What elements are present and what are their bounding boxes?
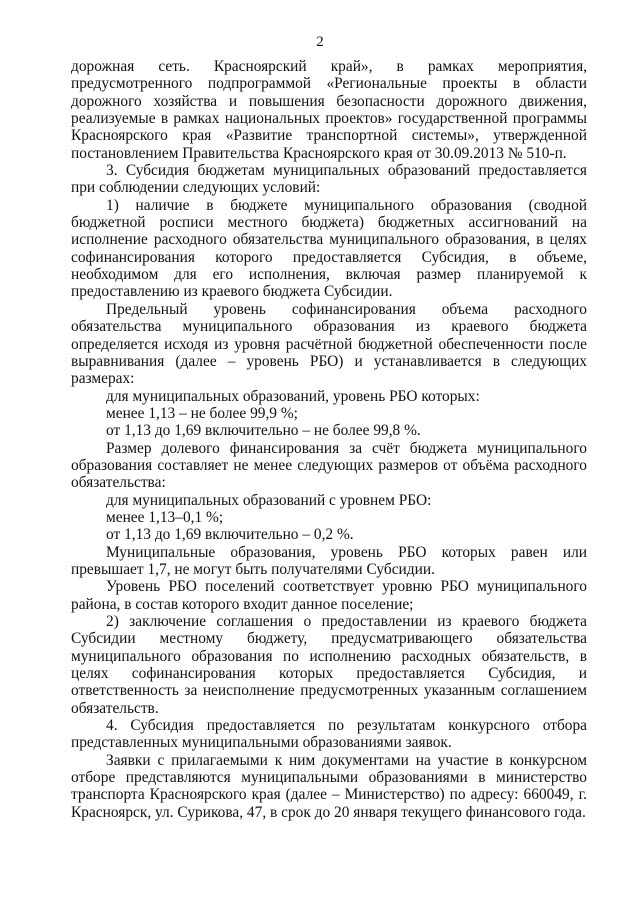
paragraph: 1) наличие в бюджете муниципального образования (сводной бюджетной росписи местного бюджета) бюджетных ассигнований на исполнение расходного обязательства муниципального образования, в целях софинансирования которого предоставляется Субсидия, в объеме, необходимом для его исполнения, включая размер планируемой к предоставлению из краевого бюджета Субсидии. bbox=[71, 196, 587, 301]
list-line: от 1,13 до 1,69 включительно – не более 99,8 %. bbox=[106, 422, 421, 440]
paragraph: Муниципальные образования, уровень РБО которых равен или превышает 1,7, не могут быть получателями Субсидии. bbox=[71, 543, 587, 578]
paragraph: Заявки с прилагаемыми к ним документами на участие в конкурсном отборе представляются муниципальными образованиями в министерство транспорта Красноярского края (далее – Министерство) по адресу: 660049, г. Красноярск, ул. Сурикова, 47, в срок до 20 января текущего финансового года. bbox=[71, 751, 587, 821]
paragraph: 4. Субсидия предоставляется по результатам конкурсного отбора представленных муниципальными образованиями заявок. bbox=[71, 717, 587, 752]
list-line: менее 1,13–0,1 %; bbox=[106, 508, 224, 526]
paragraph: дорожная сеть. Красноярский край», в рамках мероприятия, предусмотренного подпрограммой «Региональные проекты в области дорожного хозяйства и повышения безопасности дорожного движения, реализуемые в рамках национальных проектов» государственной программы Красноярского края «Развитие транспортной системы», утвержденной постановлением Правительства Красноярского края от 30.09.2013 № 510-п. bbox=[71, 58, 587, 162]
document-body bbox=[71, 58, 587, 821]
list-line: от 1,13 до 1,69 включительно – 0,2 %. bbox=[106, 526, 354, 544]
paragraph: 2) заключение соглашения о предоставлении из краевого бюджета Субсидии местному бюджету, предусматривающего обязательства муниципального образования по исполнению расходных обязательств, в целях софинансирования которых предоставляется Субсидия, и ответственность за неисполнение предусмотренных указанным соглашением обязательств. bbox=[71, 613, 587, 717]
list-line: менее 1,13 – не более 99,9 %; bbox=[106, 404, 298, 422]
paragraph: Уровень РБО поселений соответствует уровню РБО муниципального района, в состав которого входит данное поселение; bbox=[71, 578, 587, 613]
paragraph: Размер долевого финансирования за счёт бюджета муниципального образования составляет не менее следующих размеров от объёма расходного обязательства: bbox=[71, 439, 587, 492]
paragraph: 3. Субсидия бюджетам муниципальных образований предоставляется при соблюдении следующих условий: bbox=[71, 162, 587, 197]
page-number: 2 bbox=[316, 34, 324, 50]
paragraph: Предельный уровень софинансирования объема расходного обязательства муниципального образования из краевого бюджета определяется исходя из уровня расчётной бюджетной обеспеченности после выравнивания (далее – уровень РБО) и устанавливается в следующих размерах: bbox=[71, 300, 587, 388]
list-line: для муниципальных образований, уровень РБО которых: bbox=[106, 387, 480, 405]
list-line: для муниципальных образований с уровнем РБО: bbox=[106, 491, 432, 509]
